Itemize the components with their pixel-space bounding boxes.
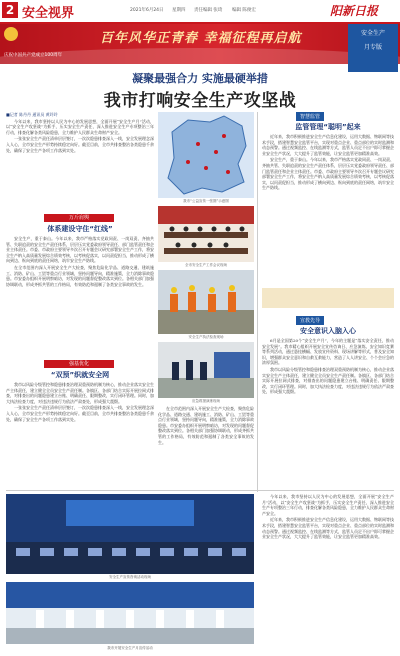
designer: 编辑 陈俊宏 <box>232 8 256 13</box>
right-title-2: 安全意识入脑入心 <box>300 327 356 335</box>
issue-date: 2021年6月24日 <box>130 8 164 13</box>
map-caption: 我市“公益宣传一张图”示意图 <box>183 199 229 203</box>
lead-paragraph-2: 一张张安全生产责任清单层层签订，一次次隐患排查深入一线，安全发展理念深入人心，全市安全生产形势持续稳定向好。截至目前，全市共排查整治各类隐患千余处，确保了安全生产各项工作落到实处。 <box>6 136 154 153</box>
headline-kicker: 凝聚最强合力 实施最硬举措 <box>132 72 268 85</box>
section-title-1: 体系建设守住“红线” <box>47 225 113 233</box>
meeting-photo <box>158 206 254 262</box>
byline: ■记者 陈丹丹 通讯员 黄玲玲 <box>6 112 58 117</box>
banner-subtitle: 庆祝中国共产党成立100周年 <box>4 53 63 58</box>
party-emblem-icon <box>4 27 18 41</box>
section-body-2: 我市以风险分级管控和隐患排查治理双重预防机制为核心，推动企业落实安全生产主体责任，建立健全全员安全生产责任制。各镇区、各部门结合实际开展拉网式排查，对排查出的问题隐患建立台账、明确责任、限期整改，实行闭环管理。同时，加大执法检查力度，对违法违规行为依法严肃查处，形成强大震慑。 一张张安全生产责任清单层层签订，一次次隐患排查深入一线，安全发展理念深入人心，全市安全生产形势持续稳定向好。截至目前，全市共排查整治各类隐患千余处，确保了安全生产各项工作落到实处。 <box>6 382 154 422</box>
inspection-photo <box>158 270 254 334</box>
photo-caption-4: 安全生产宣传咨询活动现场 <box>109 575 151 579</box>
banner-slogan-photo <box>262 288 394 308</box>
right-body-2: 6月是全国第20个“安全生产月”，今年的主题是“落实安全责任，推动安全发展”。我市精心组织开展安全宣传咨询日、应急演练、安全知识竞赛等系列活动，通过悬挂横幅、发放宣传资料、现场讲解等形式，普及安全知识，增强群众安全意识和自救互救能力，营造了人人讲安全、个个会应急的浓厚氛围。 我市以风险分级管控和隐患排查治理双重预防机制为核心，推动企业落实安全生产主体责任，建立健全全员安全生产责任制。各镇区、各部门结合实际开展拉网式排查，对排查出的问题隐患建立台账、明确责任、限期整改，实行闭环管理。同时，加大执法检查力度，对违法违规行为依法严肃查处，形成强大震慑。 <box>262 338 394 395</box>
editor: 责任编辑 张琦 <box>194 8 223 13</box>
lead-paragraph: 今年以来，我市坚持以人民为中心的发展思想，全面开展“安全生产月”活动，以“安全生产攻坚战”为抓手，压实安全生产责任，深入推进安全生产专项整治三年行动，排查化解各类风险隐患，全力维护人民群众生命财产安全。 <box>6 118 154 135</box>
section-body-1: 安全生产，重于泰山。今年以来，我市严格落实党政同责、一岗双责、齐抽共管、失职追责的安全生产责任体系，层层压实党委政府领导责任、部门监管责任和企业主体责任。市委、市政府主要领导多次召开专题会议研究部署安全生产工作，将安全生产纳入高质量发展综合绩效考核，以考核促落实，以问责促担当，推动形成了横向到边、纵向到底的责任网络，筑牢安全生产防线。 在全市范围内深入开展安全生产大检查，聚焦危险化学品、道路交通、建筑施工、消防、矿山、工贸等重点行业领域，坚持问题导向，精准施策，全力消除事故隐患。市安委办组织开展明察暗访，对发现的问题督促整改落实到位。各相关部门加强协调联动，形成齐抓共管的工作格局，有效防范和遏制了各类安全事故的发生。 <box>6 236 154 287</box>
lead-article <box>6 112 154 208</box>
center-column-text: 在全市范围内深入开展安全生产大检查，聚焦危险化学品、道路交通、建筑施工、消防、矿山、工贸等重点行业领域，坚持问题导向，精准施策，全力消除事故隐患。市安委办组织开展明察暗访，对发现的问题督促整改落实到位。各相关部门加强协调联动，形成齐抓共管的工作格局，有效防范和遏制了各类安全事故的发生。 <box>158 406 254 445</box>
event-photo <box>6 582 254 644</box>
photo-caption-3: 应急救援演练现场 <box>192 399 220 403</box>
section-title-2: “双预”织就安全网 <box>50 371 110 379</box>
badge-line-2: 月专版 <box>363 44 382 51</box>
masthead: 阳新日报 <box>330 4 379 18</box>
section-tag-1: 万斤肩舆 <box>44 214 114 222</box>
right-bottom-text: 今年以来，我市坚持以人民为中心的发展思想，全面开展“安全生产月”活动，以“安全生产攻坚战”为抓手，压实安全生产责任，深入推进安全生产专项整治三年行动，排查化解各类风险隐患，全力维护人民群众生命财产安全。 近年来，我市积极推进安全生产信息化建设，运用大数据、物联网等技术手段，搭建智慧安全监管平台，实现对重点企业、重点部位的实时监测和动态预警。通过视频监控、在线监测等方式，监管人员足不出户即可掌握企业安全生产状况，大大提升了监管效能，让安全监管更加精准高效。 <box>262 494 394 540</box>
page-number: 2 <box>2 2 18 18</box>
headline: 我市打响安全生产攻坚战 <box>103 91 297 111</box>
map-image <box>158 112 254 198</box>
section-title: 安全视界 <box>22 6 75 21</box>
section-tag-2: 强基优化 <box>44 360 114 368</box>
special-edition-badge <box>348 24 398 72</box>
right-tag-1: 智慧监管 <box>296 112 324 121</box>
issue-day: 星期四 <box>172 8 186 13</box>
photo-caption-1: 全市安全生产工作会议现场 <box>185 263 227 267</box>
badge-line-1: 安全生产 <box>360 30 385 37</box>
conference-photo <box>6 494 254 574</box>
right-title-1: 监管管理“聪明”起来 <box>295 123 361 131</box>
rescue-drill-photo <box>158 342 254 398</box>
photo-caption-5: 我市开展安全生产月宣传活动 <box>107 646 153 650</box>
photo-caption-2: 安全生产执法检查现场 <box>188 335 224 339</box>
right-body-1: 近年来，我市积极推进安全生产信息化建设，运用大数据、物联网等技术手段，搭建智慧安全监管平台，实现对重点企业、重点部位的实时监测和动态预警。通过视频监控、在线监测等方式，监管人员足不出户即可掌握企业安全生产状况，大大提升了监管效能，让安全监管更加精准高效。 安全生产，重于泰山。今年以来，我市严格落实党政同责、一岗双责、齐抽共管、失职追责的安全生产责任体系，层层压实党委政府领导责任、部门监管责任和企业主体责任。市委、市政府主要领导多次召开专题会议研究部署安全生产工作，将安全生产纳入高质量发展综合绩效考核，以考核促落实，以问责促担当，推动形成了横向到边、纵向到底的责任网络，筑牢安全生产防线。 <box>262 134 394 191</box>
banner-slogan: 百年风华正青春 幸福征程再启航 <box>100 31 302 46</box>
right-tag-2: 宣教先导 <box>296 316 324 325</box>
